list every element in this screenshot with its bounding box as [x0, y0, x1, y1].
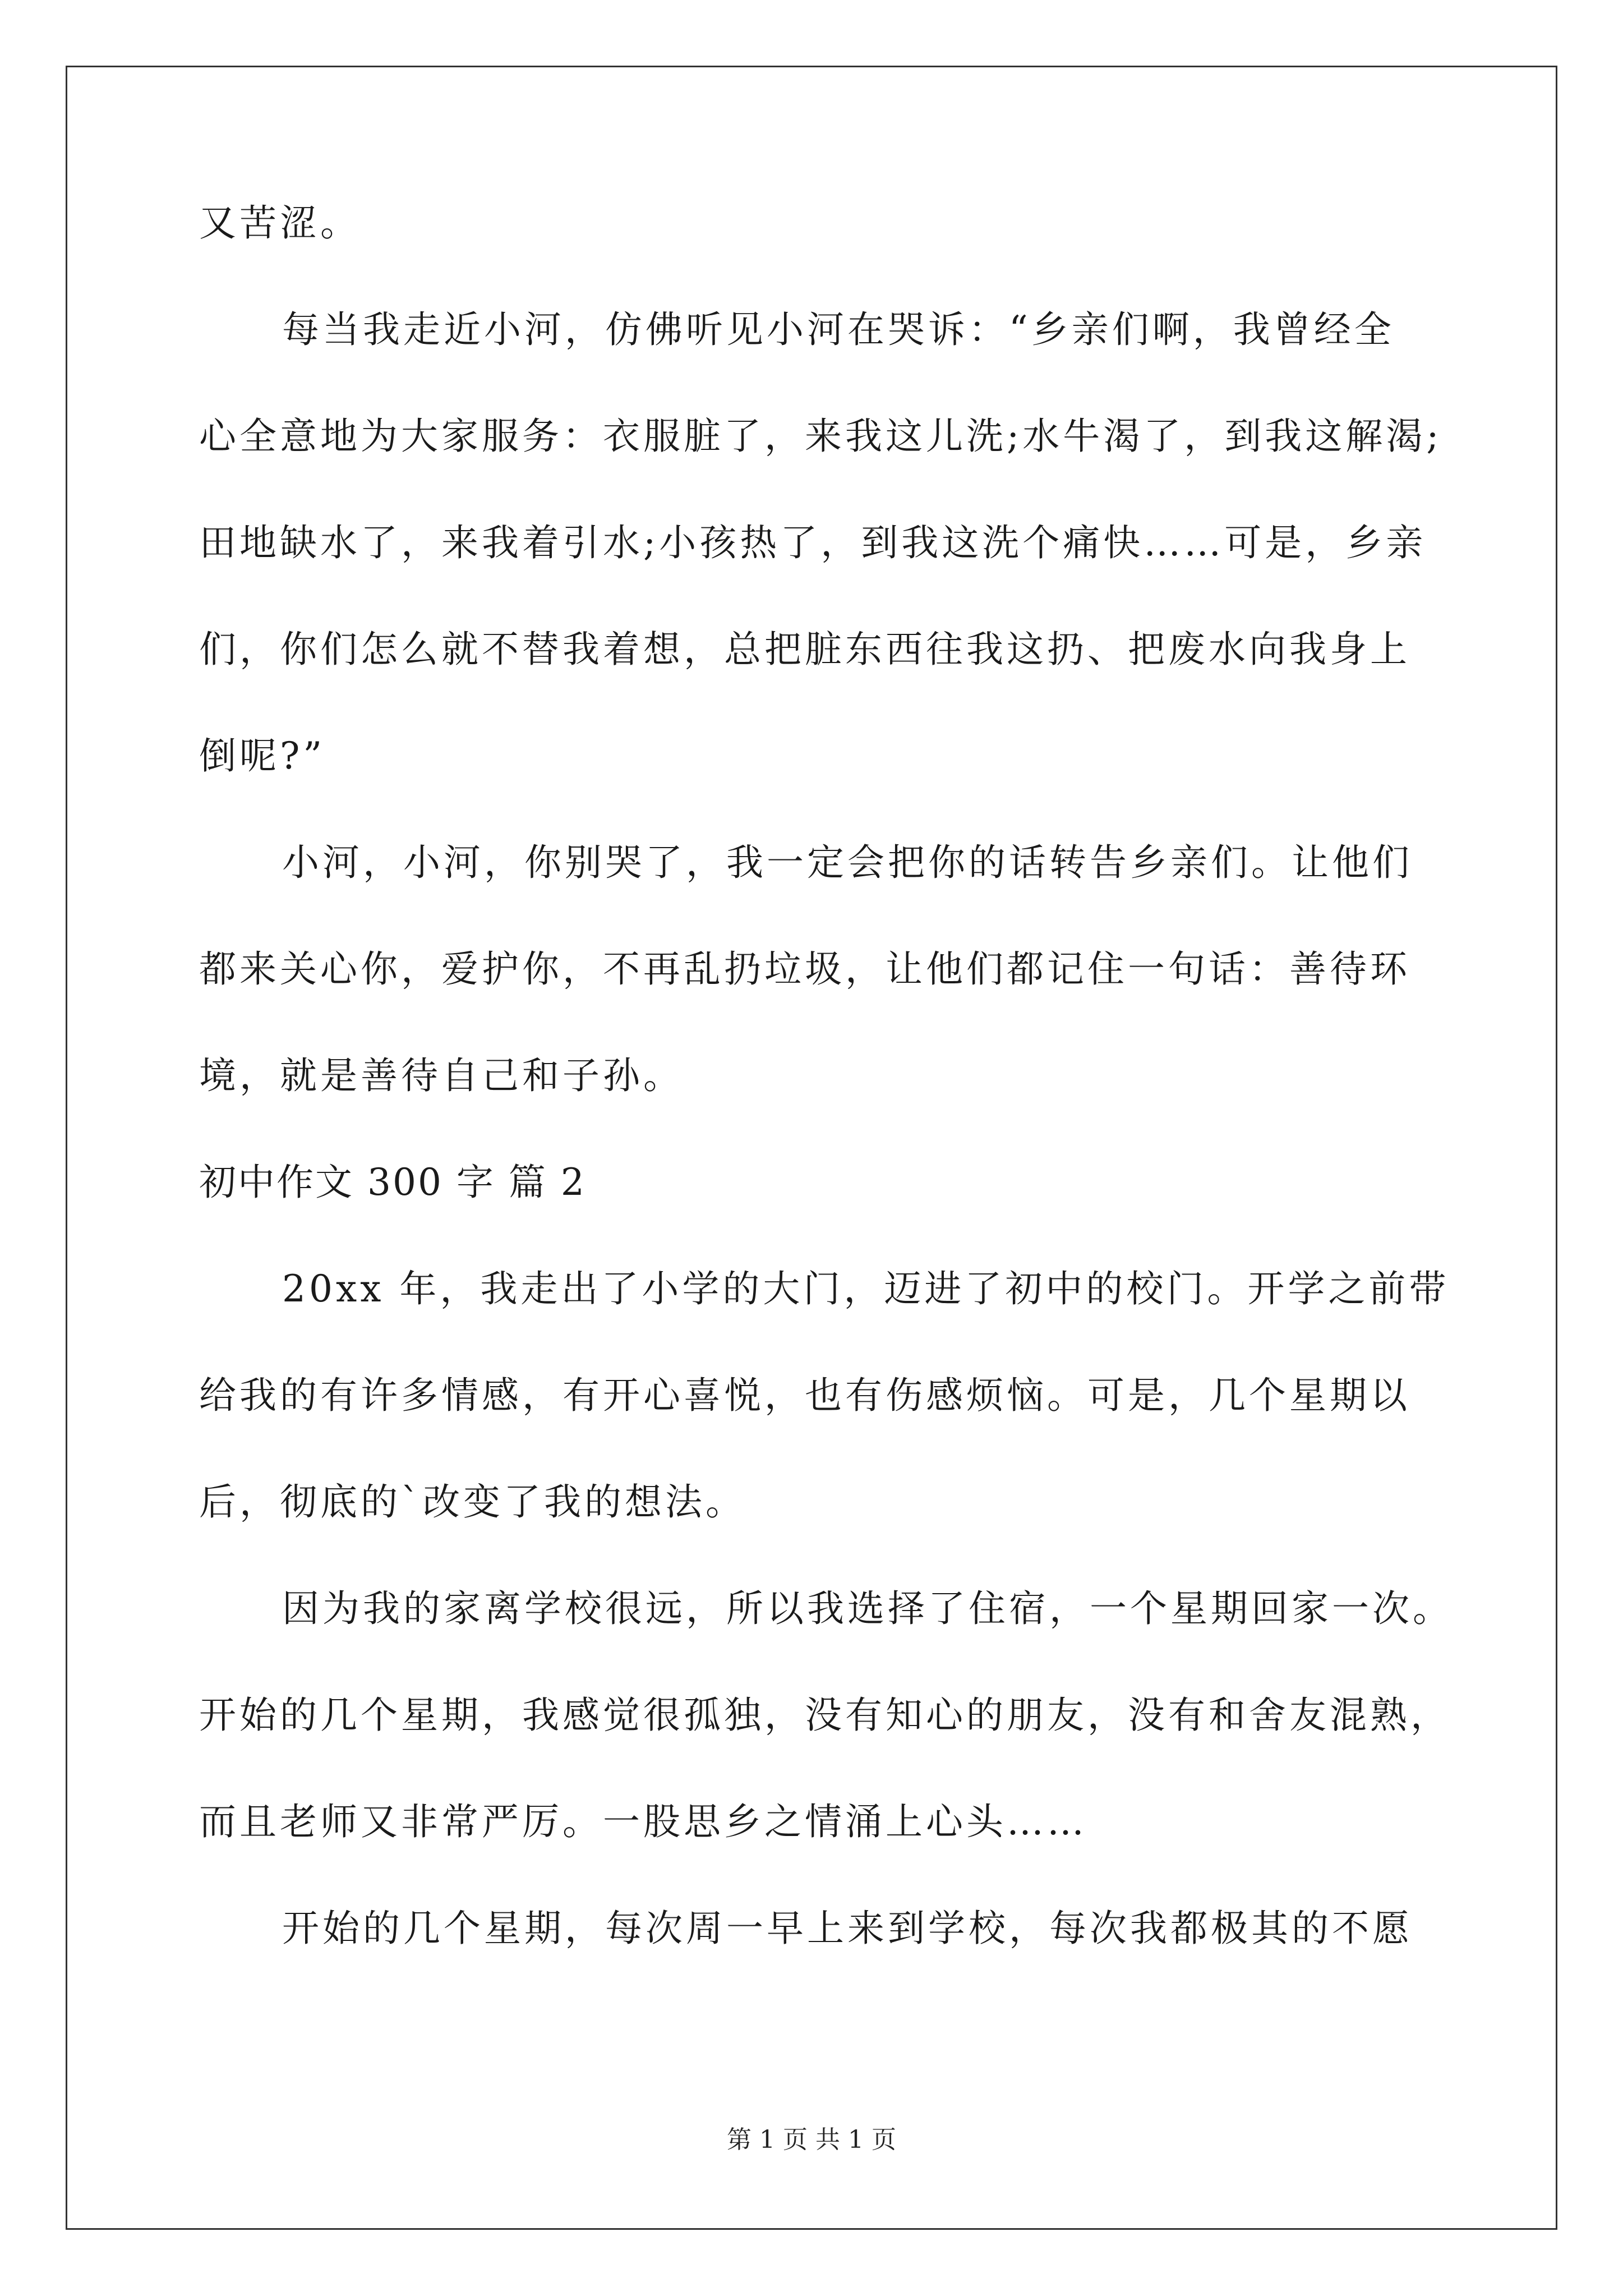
- section-heading: 初中作文 300 字 篇 2: [199, 1161, 586, 1204]
- text-line: 田地缺水了，来我着引水;小孩热了，到我这洗个痛快……可是，乡亲: [199, 521, 1427, 564]
- text-line: 而且老师又非常严厉。一股思乡之情涌上心头……: [199, 1800, 1087, 1843]
- text-line: 20xx 年，我走出了小学的大门，迈进了初中的校门。开学之前带: [282, 1267, 1450, 1310]
- text-line: 每当我走近小河，仿佛听见小河在哭诉：“乡亲们啊，我曾经全: [282, 308, 1395, 351]
- text-line: 倒呢?”: [199, 734, 326, 777]
- text-line: 开始的几个星期，每次周一早上来到学校，每次我都极其的不愿: [282, 1907, 1413, 1950]
- text-line: 们，你们怎么就不替我着想，总把脏东西往我这扔、把废水向我身上: [199, 628, 1410, 671]
- text-line: 境，就是善待自己和子孙。: [199, 1054, 684, 1097]
- page-footer: 第 1 页 共 1 页: [727, 2125, 896, 2154]
- text-line: 都来关心你，爱护你，不再乱扔垃圾，让他们都记住一句话：善待环: [199, 947, 1410, 991]
- text-line: 小河，小河，你别哭了，我一定会把你的话转告乡亲们。让他们: [282, 841, 1413, 884]
- text-line: 给我的有许多情感，有开心喜悦，也有伤感烦恼。可是，几个星期以: [199, 1374, 1410, 1417]
- document-body: [199, 201, 1453, 2014]
- text-line: 开始的几个星期，我感觉很孤独，没有知心的朋友，没有和舍友混熟，: [199, 1694, 1451, 1737]
- text-line: 后，彻底的`改变了我的想法。: [199, 1480, 746, 1524]
- text-line: 因为我的家离学校很远，所以我选择了住宿，一个星期回家一次。: [282, 1587, 1453, 1630]
- text-line: 心全意地为大家服务：衣服脏了，来我这儿洗;水牛渴了，到我这解渴;: [199, 415, 1442, 458]
- text-line: 又苦涩。: [199, 201, 361, 245]
